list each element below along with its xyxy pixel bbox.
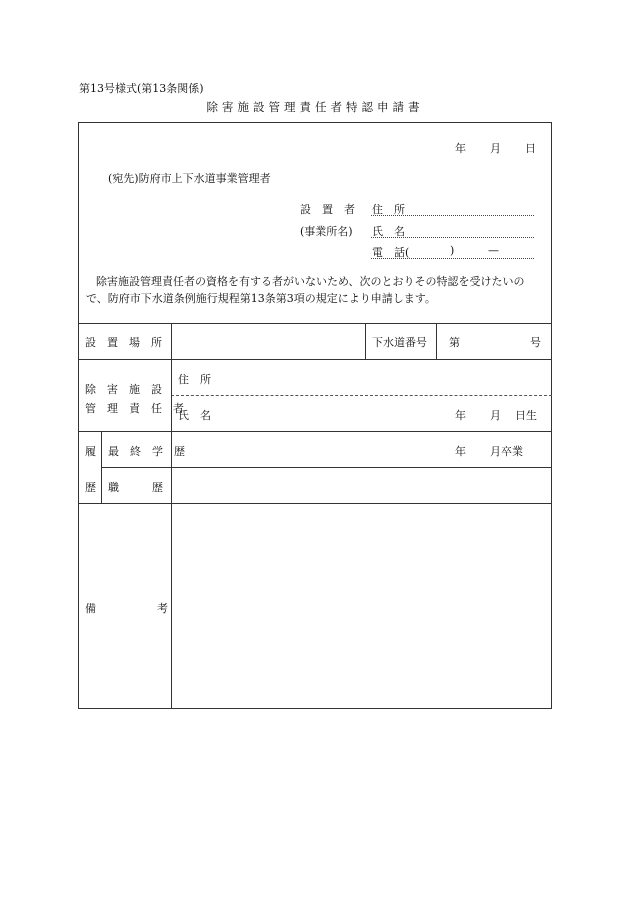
manager-label-line1: 除 害 施 設 bbox=[85, 383, 162, 396]
phone-paren-close: ) bbox=[450, 244, 455, 257]
location-label: 設 置 場 所 bbox=[85, 336, 162, 349]
form-number-label: 第13号様式(第13条関係) bbox=[79, 82, 204, 95]
installer-label: 設 置 者 bbox=[300, 203, 355, 216]
manager-name-label: 氏 名 bbox=[178, 409, 211, 422]
graduation-month-label: 月卒業 bbox=[490, 445, 523, 458]
sewer-number-suffix: 号 bbox=[530, 336, 541, 349]
manager-label-line2: 管 理 責 任 者 bbox=[85, 402, 184, 415]
request-text-line2: で、防府市下水道条例施行規程第13条第3項の規定により申請します。 bbox=[86, 292, 436, 305]
applicant-name-field[interactable] bbox=[371, 237, 534, 238]
row-divider bbox=[78, 431, 552, 432]
applicant-address-field[interactable] bbox=[371, 215, 534, 216]
remarks-label-1: 備 bbox=[85, 602, 96, 615]
location-divider bbox=[365, 323, 366, 359]
sewer-number-label: 下水道番号 bbox=[372, 336, 427, 349]
row-divider bbox=[101, 467, 552, 468]
education-label: 最 終 学 歴 bbox=[108, 445, 185, 458]
date-month-label[interactable]: 月 bbox=[490, 142, 501, 155]
remarks-label-2: 考 bbox=[157, 602, 168, 615]
history-label-2: 歴 bbox=[85, 481, 96, 494]
job-history-label: 職 歴 bbox=[108, 481, 163, 494]
applicant-phone-label: 電 話( bbox=[372, 246, 410, 259]
birth-month-label: 月 bbox=[490, 409, 501, 422]
date-day-label[interactable]: 日 bbox=[525, 142, 536, 155]
date-year-label[interactable]: 年 bbox=[455, 142, 466, 155]
birth-year-label: 年 bbox=[455, 409, 466, 422]
applicant-phone-field[interactable] bbox=[371, 258, 534, 259]
applicant-name-label: 氏 名 bbox=[372, 225, 405, 238]
history-column-divider bbox=[101, 431, 102, 503]
page-title: 除害施設管理責任者特認申請書 bbox=[206, 100, 424, 114]
row-divider bbox=[78, 359, 552, 360]
history-label-1: 履 bbox=[85, 445, 96, 458]
applicant-address-label: 住 所 bbox=[372, 203, 405, 216]
request-text-line1: 除害施設管理責任者の資格を有する者がいないため、次のとおりその特認を受けたいの bbox=[96, 275, 525, 288]
addressee: (宛先)防府市上下水道事業管理者 bbox=[108, 172, 271, 185]
sewer-number-divider bbox=[436, 323, 437, 359]
graduation-year-label: 年 bbox=[455, 445, 466, 458]
phone-dash: — bbox=[488, 244, 499, 257]
remarks-field[interactable] bbox=[172, 504, 551, 708]
address-name-divider bbox=[171, 395, 552, 396]
location-field[interactable] bbox=[172, 324, 364, 358]
birth-day-label: 日生 bbox=[515, 409, 537, 422]
office-name-label: (事業所名) bbox=[300, 225, 353, 238]
sewer-number-prefix: 第 bbox=[449, 336, 460, 349]
manager-address-label: 住 所 bbox=[178, 373, 211, 386]
